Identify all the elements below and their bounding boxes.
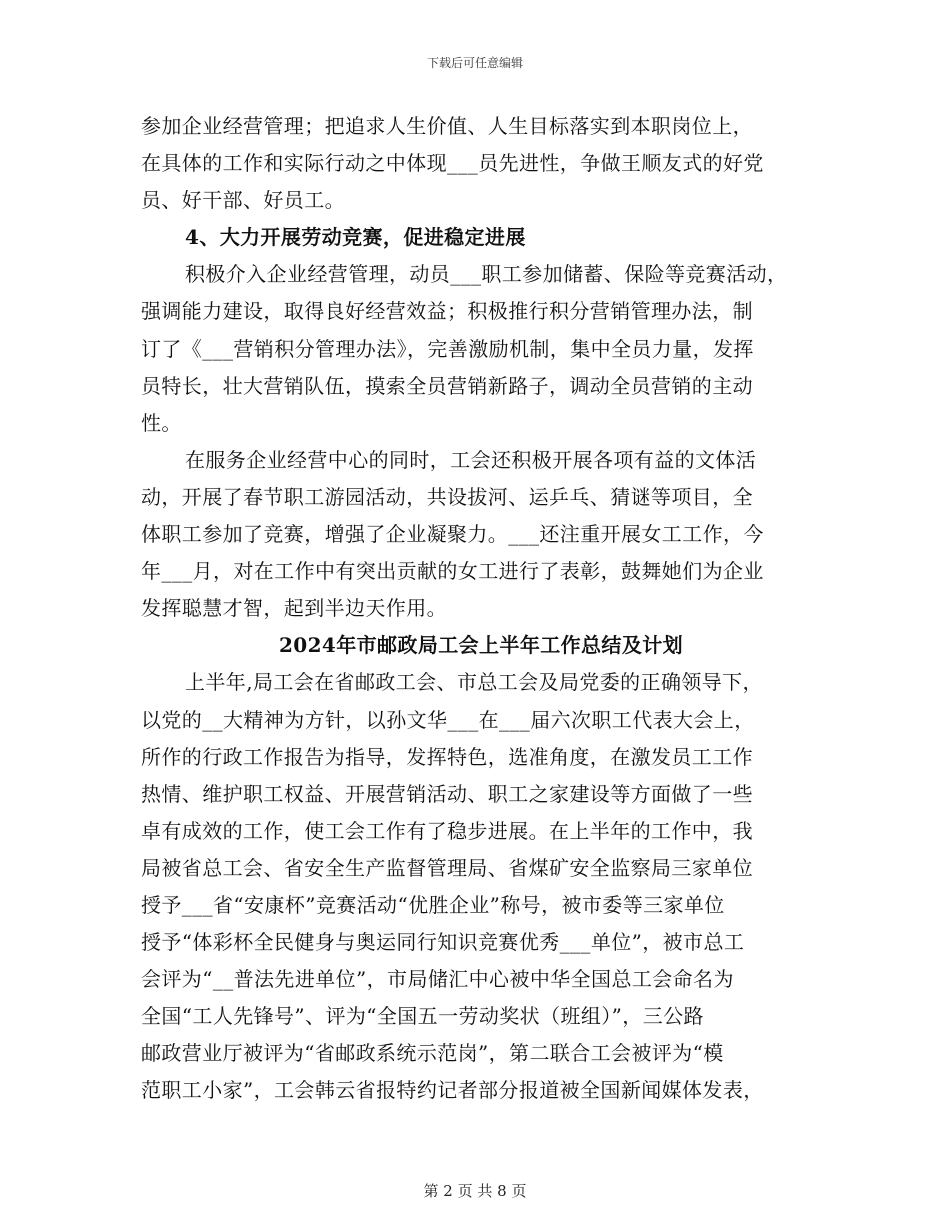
document-title: 2024年市邮政局工会上半年工作总结及计划: [278, 633, 684, 658]
text-line: 订了《___营销积分管理办法》，完善激励机制，集中全员力量，发挥: [141, 336, 754, 361]
text-line: 以党的__大精神为方针，以孙文华___在___届六次职工代表大会上，: [141, 707, 755, 732]
text-line: 全国“工人先锋号”、评为“全国五一劳动奖状（班组）”，三公路: [141, 1004, 704, 1029]
text-line: 所作的行政工作报告为指导，发挥特色，选准角度，在激发员工工作: [141, 744, 753, 769]
text-line: 授予___省“安康杯”竞赛活动“优胜企业”称号，被市委等三家单位: [141, 892, 725, 917]
section-heading: 4、大力开展劳动竞赛，促进稳定进展: [185, 225, 526, 250]
text-line: 局被省总工会、省安全生产监督管理局、省煤矿安全监察局三家单位: [141, 855, 753, 880]
text-line: 在服务企业经营中心的同时，工会还积极开展各项有益的文体活: [185, 447, 757, 472]
text-line: 年___月，对在工作中有突出贡献的女工进行了表彰，鼓舞她们为企业: [141, 559, 764, 584]
text-line: 卓有成效的工作，使工会工作有了稳步进展。在上半年的工作中，我: [141, 818, 753, 843]
text-line: 范职工小家”，工会韩云省报特约记者部分报道被全国新闻媒体发表，: [141, 1078, 764, 1103]
text-line: 积极介入企业经营管理，动员___职工参加储蓄、保险等竞赛活动，: [185, 262, 788, 287]
text-line: 性。: [141, 410, 182, 435]
text-line: 体职工参加了竞赛，增强了企业凝聚力。___还注重开展女工工作，今: [141, 522, 764, 547]
text-line: 热情、维护职工权益、开展营销活动、职工之家建设等方面做了一些: [141, 781, 753, 806]
text-line: 授予“体彩杯全民健身与奥运同行知识竞赛优秀___单位”，被市总工: [141, 930, 745, 955]
text-line: 上半年,局工会在省邮政工会、市总工会及局党委的正确领导下，: [185, 670, 763, 695]
text-line: 动，开展了春节职工游园活动，共设拔河、运乒乓、猜谜等项目，全: [141, 484, 753, 509]
text-line: 邮政营业厅被评为“省邮政系统示范岗”，第二联合工会被评为“模: [141, 1041, 724, 1066]
text-line: 参加企业经营管理；把追求人生价值、人生目标落实到本职岗位上，: [141, 114, 753, 138]
page-footer: 第 2 页 共 8 页: [423, 1182, 527, 1200]
text-line: 员特长，壮大营销队伍，摸索全员营销新路子，调动全员营销的主动: [141, 373, 753, 398]
text-line: 员、好干部、好员工。: [141, 188, 345, 213]
text-line: 会评为“__普法先进单位”，市局储汇中心被中华全国总工会命名为: [141, 967, 734, 992]
text-line: 发挥聪慧才智，起到半边天作用。: [141, 596, 447, 621]
page-header: 下载后可任意编辑: [426, 56, 523, 70]
document-body: [141, 108, 821, 1110]
text-line: 在具体的工作和实际行动之中体现___员先进性，争做王顺友式的好党: [141, 151, 764, 176]
text-line: 强调能力建设，取得良好经营效益；积极推行积分营销管理办法，制: [141, 299, 753, 324]
